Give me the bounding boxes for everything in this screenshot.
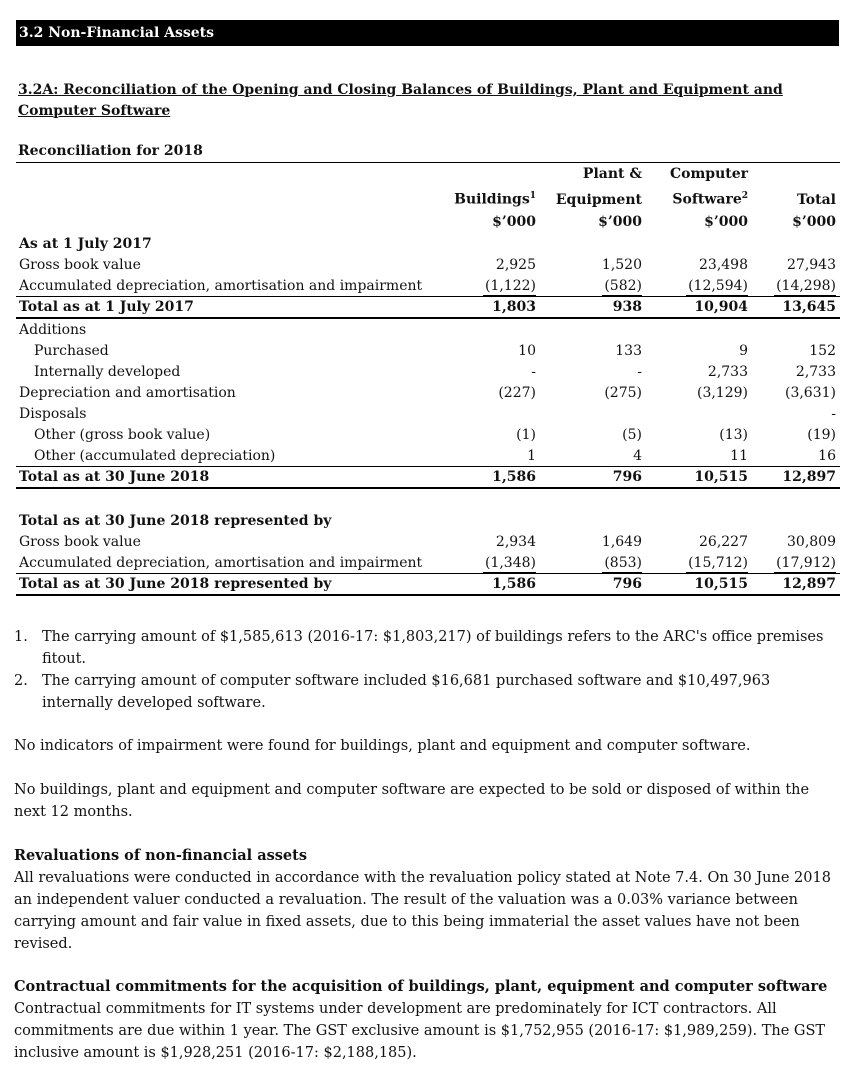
row-label: Gross book value — [19, 534, 141, 550]
row-label: Total as at 30 June 2018 represented by — [16, 574, 436, 596]
subheading: 3.2A: Reconciliation of the Opening and Closing Balances of Buildings, Plant and Equipment and Computer Software — [18, 82, 783, 119]
table-row — [16, 424, 840, 445]
reconciliation-table — [16, 162, 840, 489]
cell-value — [752, 233, 840, 254]
row-label: Gross book value — [19, 256, 141, 273]
commitments-section — [14, 976, 844, 1064]
row-label: Other (gross book value) — [34, 426, 211, 443]
cell-value — [540, 233, 646, 254]
cell-value: (19) — [807, 426, 836, 443]
cell-value: 13,645 — [752, 296, 840, 318]
row-label: Accumulated depreciation, amortisation and impairment — [19, 555, 423, 571]
cell-value: 16 — [818, 447, 836, 464]
header-row-2 — [16, 185, 840, 211]
cell-value — [436, 318, 540, 340]
header-row-units — [16, 211, 840, 233]
cell-value: 796 — [540, 466, 646, 488]
col-plant-top: Plant & — [582, 166, 642, 182]
cell-value: 152 — [809, 342, 836, 359]
table-row — [16, 510, 840, 531]
row-label: Accumulated depreciation, amortisation and impairment — [19, 277, 423, 294]
cell-value: (14,298) — [776, 277, 836, 294]
impairment-paragraph: No indicators of impairment were found for buildings, plant and equipment and computer software. — [14, 738, 751, 754]
footnote: 1. The carrying amount of $1,585,613 (2016-17: $1,803,217) of buildings refers to the ARC's office premises fitout. — [14, 629, 824, 667]
cell-value: 11 — [730, 447, 748, 464]
cell-value: 1,649 — [601, 534, 642, 550]
cell-value: 2,733 — [707, 363, 748, 380]
cell-value: 27,943 — [787, 256, 836, 273]
row-label: Total as at 30 June 2018 represented by — [19, 513, 332, 529]
cell-value: (853) — [604, 555, 642, 571]
unit-label: $’000 — [598, 213, 642, 230]
table-row — [16, 361, 840, 382]
unit-label: $’000 — [792, 213, 836, 230]
table-row — [16, 340, 840, 361]
row-label: Disposals — [19, 405, 87, 422]
commitments-text: Contractual commitments for IT systems under development are predominately for ICT contractors. All commitments are due within 1 year. The GST exclusive amount is $1,752,955 (2016-17: $1,989,259). The GST inclusive amount is $1,928,251 (2016-17: $2,188,185). — [14, 1001, 826, 1061]
revaluations-section — [14, 845, 844, 955]
row-label: Total as at 1 July 2017 — [16, 296, 436, 318]
row-label: Purchased — [34, 342, 109, 359]
cell-value: 1,586 — [436, 574, 540, 596]
disposal-paragraph: No buildings, plant and equipment and computer software are expected to be sold or disposed of within the next 12 months. — [14, 782, 810, 820]
cell-value: (1,348) — [484, 555, 536, 571]
cell-value: (1) — [516, 426, 536, 443]
cell-value — [646, 510, 752, 531]
table-row — [16, 318, 840, 340]
cell-value: 9 — [739, 342, 748, 359]
cell-value: 10 — [518, 342, 536, 359]
cell-value: 10,515 — [646, 466, 752, 488]
row-label: Other (accumulated depreciation) — [34, 447, 276, 464]
table-row — [16, 552, 840, 574]
cell-value: 30,809 — [787, 534, 836, 550]
table-row — [16, 531, 840, 552]
reconciliation-title: Reconciliation for 2018 — [18, 143, 203, 159]
section-banner: 3.2 Non-Financial Assets — [16, 20, 839, 46]
cell-value: (13) — [719, 426, 748, 443]
col-buildings: Buildings$^1$ — [454, 191, 536, 208]
cell-value: (3,631) — [784, 384, 836, 401]
cell-value — [646, 318, 752, 340]
cell-value: 4 — [633, 447, 642, 464]
cell-value: 12,897 — [752, 574, 840, 596]
cell-value: 12,897 — [752, 466, 840, 488]
cell-value: (275) — [604, 384, 642, 401]
cell-value: 23,498 — [699, 256, 748, 273]
cell-value: (227) — [498, 384, 536, 401]
table-row — [16, 275, 840, 297]
cell-value: 796 — [540, 574, 646, 596]
table-row — [16, 445, 840, 467]
cell-value: 2,925 — [495, 256, 536, 273]
row-label: As at 1 July 2017 — [19, 235, 152, 252]
cell-value: (12,594) — [688, 277, 748, 294]
row-label: Additions — [19, 321, 87, 338]
cell-value — [540, 318, 646, 340]
cell-value — [436, 510, 540, 531]
table-row — [16, 233, 840, 254]
cell-value — [646, 233, 752, 254]
table-row — [16, 382, 840, 403]
revaluations-heading: Revaluations of non-financial assets — [14, 847, 308, 864]
revaluations-text: All revaluations were conducted in accordance with the revaluation policy stated at Note 7.4. On 30 June 2018 an independent valuer conducted a revaluation. The result of the valuation was a 0.03% variance between carrying amount and fair value in fixed assets, due to this being immaterial the asset values have not been revised. — [14, 870, 831, 952]
cell-value: (17,912) — [776, 555, 836, 571]
row-label: Total as at 30 June 2018 — [16, 466, 436, 488]
unit-label: $’000 — [704, 213, 748, 230]
cell-value: 1,803 — [436, 296, 540, 318]
table-row — [16, 403, 840, 424]
col-plant: Equipment — [555, 191, 642, 208]
cell-value — [752, 318, 840, 340]
cell-value — [540, 403, 646, 424]
cell-value: 938 — [540, 296, 646, 318]
cell-value: 1 — [527, 447, 536, 464]
cell-value: 1,586 — [436, 466, 540, 488]
cell-value: (3,129) — [696, 384, 748, 401]
table-row — [16, 466, 840, 488]
cell-value — [646, 403, 752, 424]
cell-value: 2,934 — [495, 534, 536, 550]
table-row — [16, 296, 840, 318]
row-label: Depreciation and amortisation — [19, 384, 236, 401]
col-software-top: Computer — [669, 166, 748, 182]
table-row — [16, 574, 840, 596]
cell-value — [752, 510, 840, 531]
cell-value — [436, 403, 540, 424]
cell-value: - — [637, 363, 642, 380]
represented-by-table — [16, 510, 840, 596]
col-total: Total — [796, 191, 836, 208]
cell-value: 1,520 — [601, 256, 642, 273]
cell-value — [436, 233, 540, 254]
cell-value: (582) — [604, 277, 642, 294]
table-row — [16, 254, 840, 275]
cell-value: - — [831, 405, 836, 422]
unit-label: $’000 — [492, 213, 536, 230]
cell-value: (1,122) — [484, 277, 536, 294]
header-row-1 — [16, 163, 840, 186]
footnote: 2. The carrying amount of computer software included $16,681 purchased software and $10,497,963 internally developed software. — [14, 673, 771, 711]
cell-value: (15,712) — [688, 555, 748, 571]
cell-value: 10,904 — [646, 296, 752, 318]
cell-value — [540, 510, 646, 531]
row-label: Internally developed — [34, 363, 181, 380]
cell-value: 2,733 — [795, 363, 836, 380]
cell-value: 26,227 — [699, 534, 748, 550]
cell-value: - — [531, 363, 536, 380]
col-software: Software$^2$ — [672, 191, 748, 208]
commitments-heading: Contractual commitments for the acquisition of buildings, plant, equipment and computer software — [14, 978, 828, 995]
cell-value: (5) — [622, 426, 642, 443]
footnotes — [14, 626, 844, 714]
cell-value: 133 — [615, 342, 642, 359]
cell-value: 10,515 — [646, 574, 752, 596]
